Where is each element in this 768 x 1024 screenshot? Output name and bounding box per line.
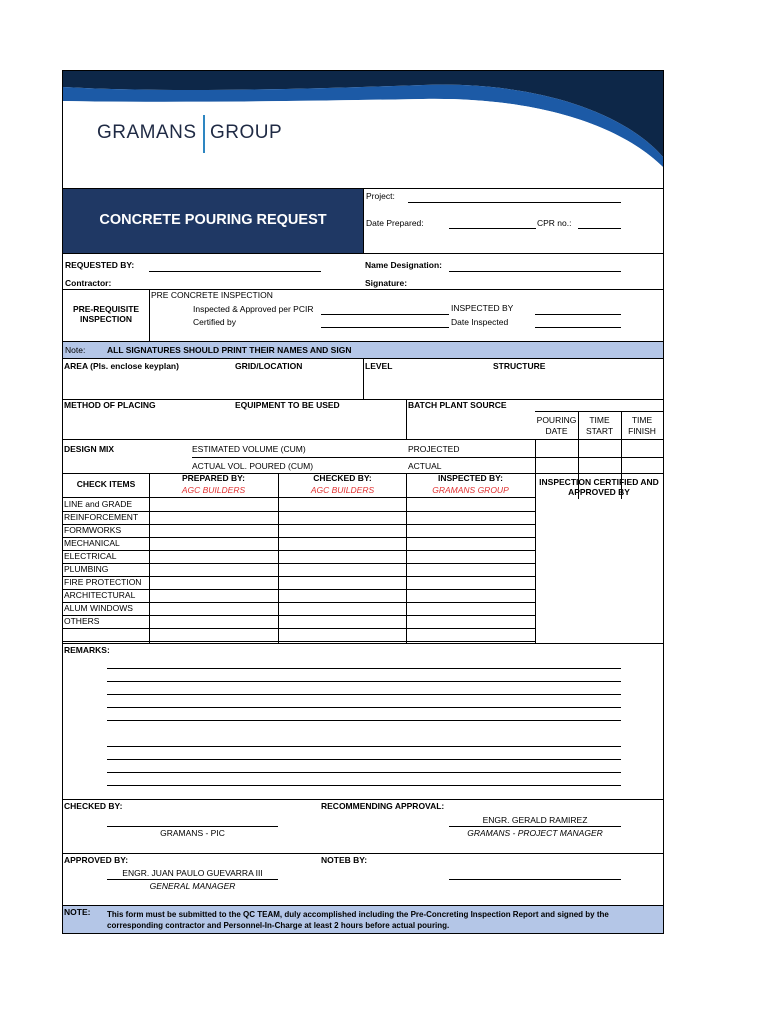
inspected-cell[interactable]	[407, 563, 535, 576]
inspected-cell[interactable]	[407, 511, 535, 524]
actual-volume-label: ACTUAL VOL. POURED (CUM)	[192, 461, 314, 471]
prepared-cell[interactable]	[150, 563, 278, 576]
pre-concrete-inspection-title: PRE CONCRETE INSPECTION	[151, 290, 273, 300]
approved-by-label: APPROVED BY:	[64, 855, 129, 865]
note-bar-label: Note:	[65, 345, 86, 355]
requested-by-field[interactable]	[149, 271, 321, 272]
inspected-cell[interactable]	[407, 550, 535, 563]
check-item-label: FORMWORKS	[64, 525, 122, 535]
date-prepared-field[interactable]	[449, 228, 536, 229]
check-item-row	[63, 615, 663, 628]
pouring-date-label-1: POURING	[536, 415, 577, 425]
noted-by-label: NOTEB BY:	[321, 855, 368, 865]
certified-header-1: INSPECTION CERTIFIED AND	[539, 477, 659, 487]
remarks-field[interactable]	[107, 661, 621, 791]
footer-note-label: NOTE:	[64, 907, 91, 917]
prepared-by-org: AGC BUILDERS	[181, 485, 246, 495]
project-field[interactable]	[408, 202, 621, 203]
inspected-cell[interactable]	[407, 628, 535, 641]
certified-by-label: Certified by	[193, 317, 236, 327]
noted-by-signature-line[interactable]	[449, 879, 621, 880]
checked-by-role: GRAMANS - PIC	[160, 828, 225, 838]
logo-divider	[203, 115, 205, 153]
inspected-cell[interactable]	[407, 602, 535, 615]
inspected-cell[interactable]	[407, 524, 535, 537]
checked-by-header: CHECKED BY:	[313, 473, 372, 483]
note-bar-text: ALL SIGNATURES SHOULD PRINT THEIR NAMES AND SIGN	[107, 345, 352, 355]
checked-cell[interactable]	[279, 589, 407, 602]
prereq-label-1: PRE-REQUISITE	[72, 304, 140, 314]
form-title: CONCRETE POURING REQUEST	[99, 212, 327, 228]
approved-role: GENERAL MANAGER	[149, 881, 236, 891]
check-item-row	[63, 589, 663, 602]
time-start-label-1: TIME	[589, 415, 610, 425]
check-item-label: LINE and GRADE	[64, 499, 133, 509]
equipment-label: EQUIPMENT TO BE USED	[235, 400, 340, 410]
check-item-label: ARCHITECTURAL	[64, 590, 136, 600]
project-label: Project:	[366, 191, 395, 201]
approved-signature-line[interactable]	[107, 879, 278, 880]
prepared-by-header: PREPARED BY:	[182, 473, 245, 483]
prepared-cell[interactable]	[150, 550, 278, 563]
time-finish-label-1: TIME	[631, 415, 653, 425]
checked-cell[interactable]	[279, 537, 407, 550]
checked-cell[interactable]	[279, 628, 407, 641]
area-label: AREA (Pls. enclose keyplan)	[64, 361, 179, 371]
check-items-table	[63, 473, 663, 643]
check-item-label: REINFORCEMENT	[64, 512, 139, 522]
check-items-header: CHECK ITEMS	[76, 479, 136, 489]
recommending-signature-line[interactable]	[449, 826, 621, 827]
prepared-cell[interactable]	[150, 615, 278, 628]
check-item-label: ALUM WINDOWS	[64, 603, 133, 613]
structure-label: STRUCTURE	[493, 361, 546, 371]
checked-cell[interactable]	[279, 498, 407, 511]
certified-by-field[interactable]	[321, 327, 449, 328]
check-item-row	[63, 576, 663, 589]
logo-text-right: GROUP	[210, 122, 283, 143]
recommending-role: GRAMANS - PROJECT MANAGER	[467, 828, 603, 838]
check-item-row	[63, 550, 663, 563]
level-label: LEVEL	[365, 361, 393, 371]
check-item-label: MECHANICAL	[64, 538, 120, 548]
date-inspected-label: Date Inspected	[451, 317, 509, 327]
check-item-row	[63, 511, 663, 524]
batch-plant-label: BATCH PLANT SOURCE	[408, 400, 507, 410]
inspected-cell[interactable]	[407, 589, 535, 602]
checked-cell[interactable]	[279, 602, 407, 615]
checked-cell[interactable]	[279, 563, 407, 576]
design-mix-label: DESIGN MIX	[64, 444, 115, 454]
checked-by-org: AGC BUILDERS	[310, 485, 375, 495]
grid-location-label: GRID/LOCATION	[235, 361, 303, 371]
checked-cell[interactable]	[279, 511, 407, 524]
estimated-volume-label: ESTIMATED VOLUME (CUM)	[192, 444, 306, 454]
prepared-cell[interactable]	[150, 524, 278, 537]
projected-label: PROJECTED	[408, 444, 460, 454]
prepared-cell[interactable]	[150, 589, 278, 602]
check-item-row	[63, 498, 663, 511]
inspected-approved-label: Inspected & Approved per PCIR	[193, 304, 314, 314]
cpr-no-field[interactable]	[578, 228, 621, 229]
recommending-approval-label: RECOMMENDING APPROVAL:	[321, 801, 445, 811]
inspected-by-label: INSPECTED BY	[451, 303, 514, 313]
check-item-label: PLUMBING	[64, 564, 109, 574]
inspected-cell[interactable]	[407, 537, 535, 550]
inspected-by-field[interactable]	[535, 314, 621, 315]
prepared-cell[interactable]	[150, 628, 278, 641]
form-title-box	[63, 189, 363, 253]
inspected-cell[interactable]	[407, 576, 535, 589]
checked-cell[interactable]	[279, 576, 407, 589]
date-inspected-field[interactable]	[535, 327, 621, 328]
checked-cell[interactable]	[279, 615, 407, 628]
date-prepared-label: Date Prepared:	[366, 218, 424, 228]
inspected-cell[interactable]	[407, 498, 535, 511]
check-item-label: FIRE PROTECTION	[64, 577, 142, 587]
prepared-cell[interactable]	[150, 498, 278, 511]
check-item-row	[63, 563, 663, 576]
prepared-cell[interactable]	[150, 602, 278, 615]
requested-by-label: REQUESTED BY:	[65, 260, 135, 270]
checked-by-signoff-label: CHECKED BY:	[64, 801, 123, 811]
time-start-label-2: START	[585, 426, 614, 436]
signature-note-bar	[63, 341, 663, 359]
name-designation-label: Name Designation:	[365, 260, 442, 270]
check-item-label: OTHERS	[64, 616, 100, 626]
check-item-row	[63, 524, 663, 537]
certified-header-2: APPROVED BY	[568, 487, 630, 497]
footer-note-line-1: This form must be submitted to the QC TEAM, duly accomplished including the Pre-Concreting Inspection Report and signed by the	[107, 910, 609, 919]
check-item-label: ELECTRICAL	[64, 551, 117, 561]
name-designation-field[interactable]	[449, 271, 621, 272]
footer-note-line-2: corresponding contractor and Personnel-In-Charge at least 2 hours before actual pouring.	[107, 921, 450, 930]
logo-text-left: GRAMANS	[97, 122, 197, 143]
signature-label: Signature:	[365, 278, 408, 288]
check-item-row	[63, 602, 663, 615]
check-item-row	[63, 537, 663, 550]
cpr-no-label: CPR no.:	[537, 218, 572, 228]
prepared-cell[interactable]	[150, 511, 278, 524]
checked-cell[interactable]	[279, 524, 407, 537]
checked-cell[interactable]	[279, 550, 407, 563]
prepared-cell[interactable]	[150, 537, 278, 550]
remarks-label: REMARKS:	[64, 645, 110, 655]
approved-name: ENGR. JUAN PAULO GUEVARRA III	[122, 868, 263, 878]
prepared-cell[interactable]	[150, 576, 278, 589]
prereq-label-2: INSPECTION	[80, 314, 132, 324]
check-item-row	[63, 628, 663, 641]
actual-label: ACTUAL	[408, 461, 442, 471]
form-page	[62, 70, 664, 934]
recommending-name: ENGR. GERALD RAMIREZ	[482, 815, 588, 825]
inspected-cell[interactable]	[407, 615, 535, 628]
footer-note-box	[63, 905, 663, 933]
header-banner	[63, 71, 663, 189]
time-finish-label-2: FINISH	[628, 426, 656, 436]
contractor-label: Contractor:	[65, 278, 112, 288]
checked-by-signature-line[interactable]	[107, 826, 278, 827]
pouring-date-label-2: DATE	[545, 426, 568, 436]
inspected-approved-field[interactable]	[321, 314, 449, 315]
inspected-by-header: INSPECTED BY:	[437, 473, 504, 483]
inspected-by-org: GRAMANS GROUP	[432, 485, 509, 495]
method-of-placing-label: METHOD OF PLACING	[64, 400, 156, 410]
